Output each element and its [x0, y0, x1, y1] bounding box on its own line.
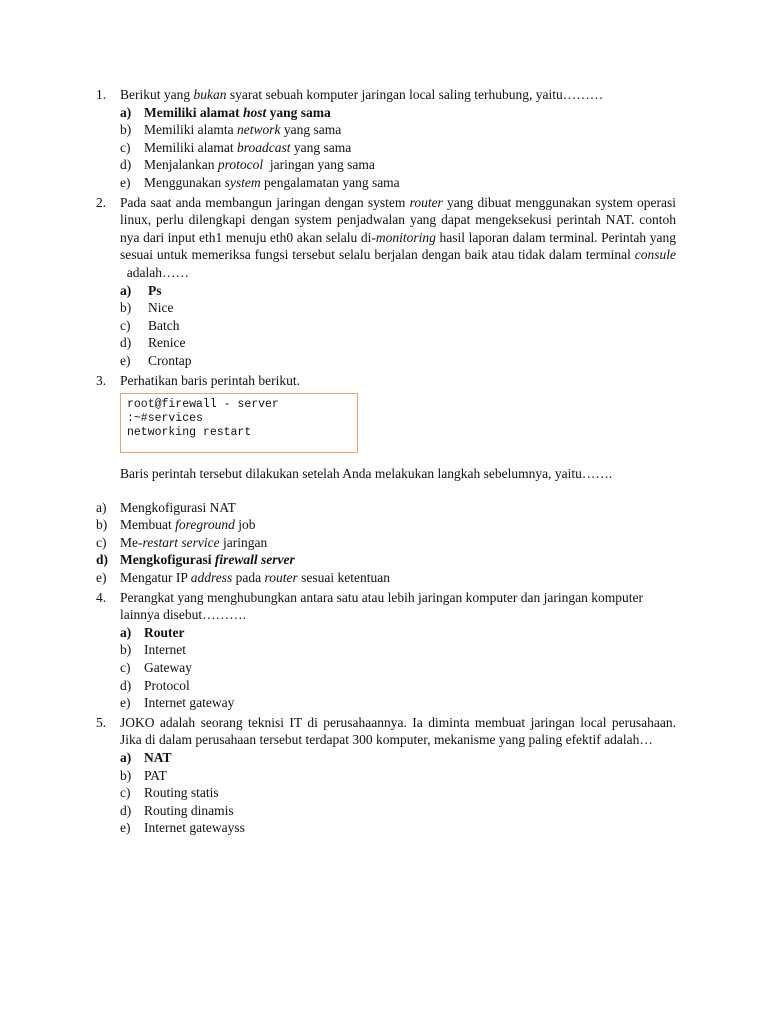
question-text: Berikut yang bukan syarat sebuah komputer jaringan local saling terhubung, yaitu………	[120, 87, 604, 102]
option-b: b) Memiliki alamta network yang sama	[120, 122, 342, 138]
question-number: 4.	[96, 589, 107, 605]
option-a-correct: a) Ps	[120, 282, 162, 298]
option-d: d) Protocol	[120, 677, 190, 693]
question-text: Perhatikan baris perintah berikut.	[120, 372, 300, 388]
code-line: root@firewall - server :~#services	[127, 398, 279, 426]
option-e: e) Crontap	[120, 352, 192, 368]
command-code-box	[120, 393, 358, 453]
option-d: d) Menjalankan protocol jaringan yang sama	[120, 157, 375, 173]
option-e: e) Internet gatewayss	[120, 820, 245, 836]
question-followup-text: Baris perintah tersebut dilakukan setelah Anda melakukan langkah sebelumnya, yaitu…….	[120, 466, 613, 482]
options-list	[120, 282, 676, 370]
question-number: 2.	[96, 194, 107, 210]
option-d: d) Renice	[120, 335, 186, 351]
question-4	[96, 589, 676, 712]
options-list	[96, 499, 676, 587]
question-text: Pada saat anda membangun jaringan dengan system router yang dibuat menggunakan system operasi linux, perlu dilengkapi dengan system penjadwalan yang dapat mengeksekusi perintah NAT. contoh nya dari input eth1 menuju eth0 akan selalu di-monitoring hasil laporan dalam terminal. Perintah yang sesuai untuk memeriksa fungsi tersebut selalu berjalan dengan baik atau tidak dalam terminal consule adalah……	[120, 194, 676, 280]
option-c: c) Routing statis	[120, 785, 219, 801]
option-a: a) Mengkofigurasi NAT	[96, 499, 236, 515]
option-b: b) Membuat foreground job	[96, 517, 256, 533]
option-e: e) Mengatur IP address pada router sesuai ketentuan	[96, 570, 390, 586]
option-a-correct: a) Router	[120, 624, 185, 640]
option-a-correct: a) NAT	[120, 750, 172, 765]
options-list	[120, 104, 676, 192]
options-list	[120, 749, 676, 837]
option-e: e) Menggunakan system pengalamatan yang sama	[120, 174, 400, 190]
question-5	[96, 714, 676, 837]
option-c: c) Me-restart service jaringan	[96, 534, 268, 550]
option-b: b) PAT	[120, 767, 167, 783]
code-line: networking restart	[127, 426, 252, 440]
options-list	[120, 624, 676, 712]
option-b: b) Nice	[120, 300, 174, 316]
quiz-document	[96, 86, 676, 839]
option-c: c) Gateway	[120, 660, 192, 676]
question-number: 5.	[96, 714, 107, 730]
option-d: d) Routing dinamis	[120, 802, 234, 818]
question-number: 3.	[96, 372, 107, 388]
option-c: c) Memiliki alamat broadcast yang sama	[120, 139, 352, 155]
question-3	[96, 372, 676, 587]
question-1	[96, 86, 676, 192]
option-b: b) Internet	[120, 642, 186, 658]
question-text: Perangkat yang menghubungkan antara satu atau lebih jaringan komputer dan jaringan komputer lainnya disebut……….	[120, 589, 643, 623]
option-c: c) Batch	[120, 317, 180, 333]
option-e: e) Internet gateway	[120, 695, 235, 711]
question-2	[96, 194, 676, 370]
question-text: JOKO adalah seorang teknisi IT di perusahaannya. Ia diminta membuat jaringan local perusahaan. Jika di dalam perusahaan tersebut terdapat 300 komputer, mekanisme yang paling efektif adalah…	[120, 714, 676, 748]
option-a-correct: a) Memiliki alamat host yang sama	[120, 104, 331, 120]
option-d-correct: d) Mengkofigurasi firewall server	[96, 552, 295, 568]
question-number: 1.	[96, 87, 107, 102]
